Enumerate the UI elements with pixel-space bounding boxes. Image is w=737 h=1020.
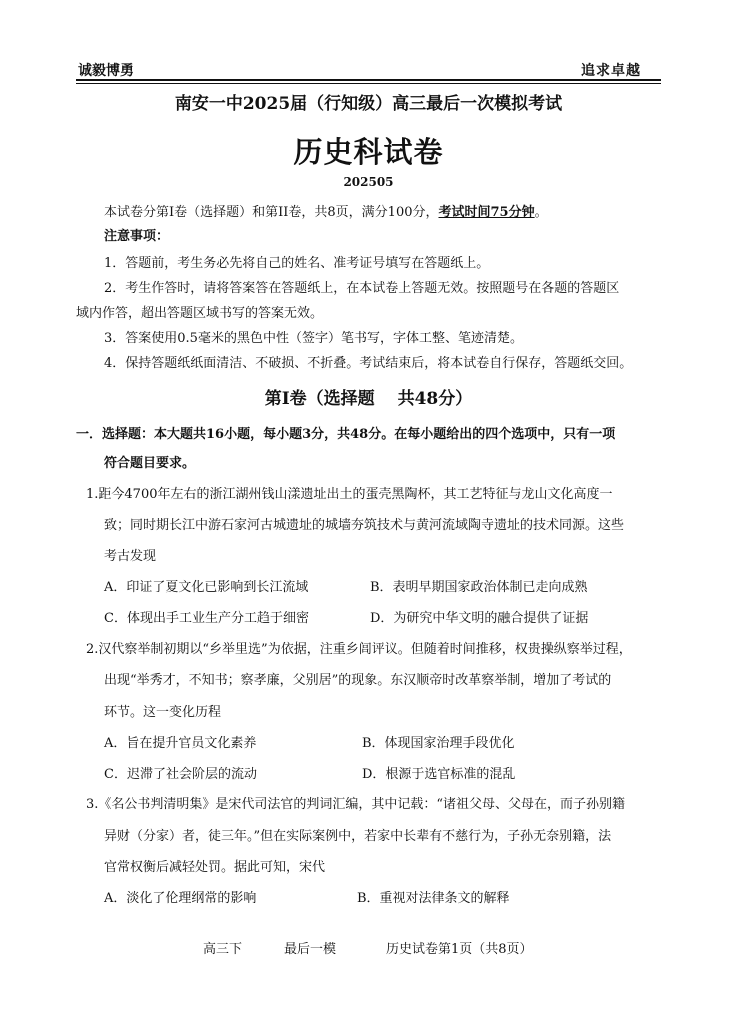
question-1-line: 致；同时期长江中游石家河古城遗址的城墙夯筑技术与黄河流域陶寺遗址的技术同源。这些 [104,518,625,533]
question-2-option-b: B．体现国家治理手段优化 [362,736,515,751]
question-2-option-a: A．旨在提升官员文化素养 [104,736,257,751]
question-2-option-c: C．迟滞了社会阶层的流动 [104,767,257,782]
question-2-line: 出现“举秀才，不知书；察孝廉，父别居”的现象。东汉顺帝时改革察举制，增加了考试的 [104,673,612,688]
question-1-line: 考古发现 [104,549,157,564]
note-item: 3．答案使用0.5毫米的黑色中性（签字）笔书写，字体工整、笔迹清楚。 [104,331,523,346]
question-3-line: 异财（分家）者，徒三年。”但在实际案例中，若家中长辈有不慈行为，子孙无奈别籍，法 [104,829,612,844]
note-item: 1．答题前，考生务必先将自己的姓名、准考证号填写在答题纸上。 [104,256,490,271]
header-left-motto: 诚毅博勇 [78,63,134,79]
question-2-option-d: D．根源于选官标准的混乱 [362,767,516,782]
question-1-option-d: D．为研究中华文明的融合提供了证据 [370,611,589,626]
part-intro: 符合题目要求。 [104,456,196,471]
question-1-option-a: A．印证了夏文化已影响到长江流域 [104,580,309,595]
question-2-line: 环节。这一变化历程 [104,705,222,720]
header-rule-thin [76,83,661,84]
exam-school-line: 南安一中2025届（行知级）高三最后一次模拟考试 [174,94,563,114]
notes-title: 注意事项： [104,229,170,244]
question-3-line: 官常权衡后减轻处罚。据此可知，宋代 [104,860,326,875]
page-title: 历史科试卷 [293,135,444,169]
header-right-motto: 追求卓越 [581,63,641,79]
question-1-option-c: C．体现出手工业生产分工趋于细密 [104,611,309,626]
question-3-line: 3.《名公书判清明集》是宋代司法官的判词汇编，其中记载：“诸祖父母、父母在，而子孙别籍 [86,797,626,812]
intro-line [104,205,548,221]
question-3-option-b: B．重视对法律条文的解释 [357,891,510,906]
note-item: 域内作答，超出答题区域书写的答案无效。 [76,306,324,321]
section-title: 第Ⅰ卷（选择题 共48分） [264,389,473,409]
note-item: 4．保持答题纸纸面清洁、不破损、不折叠。考试结束后，将本试卷自行保存，答题纸交回。 [104,356,633,371]
note-item: 2．考生作答时，请将答案答在答题纸上，在本试卷上答题无效。按照题号在各题的答题区 [104,281,620,296]
intro-time: 考试时间75分钟 [438,205,535,220]
question-1-option-b: B．表明早期国家政治体制已走向成熟 [370,580,588,595]
header-rule-thick [76,79,661,81]
footer-grade: 高三下 [203,942,243,957]
footer-exam: 最后一模 [284,942,337,957]
question-2-line: 2.汉代察举制初期以“乡举里选”为依据，注重乡闾评议。但随着时间推移，权贵操纵察举过程， [86,642,632,657]
exam-code: 202505 [343,175,394,189]
question-3-option-a: A．淡化了伦理纲常的影响 [104,891,257,906]
part-intro: 一．选择题：本大题共16小题，每小题3分，共48分。在每小题给出的四个选项中，只有一项 [76,427,616,442]
question-1-line: 1.距今4700年左右的浙江湖州钱山漾遗址出土的蛋壳黑陶杯，其工艺特征与龙山文化高度一 [86,487,613,502]
intro-post: 。 [534,205,548,220]
footer-page-number: 历史试卷第1页（共8页） [386,942,533,957]
intro-pre: 本试卷分第Ⅰ卷（选择题）和第II卷，共8页，满分100分， [104,205,439,220]
